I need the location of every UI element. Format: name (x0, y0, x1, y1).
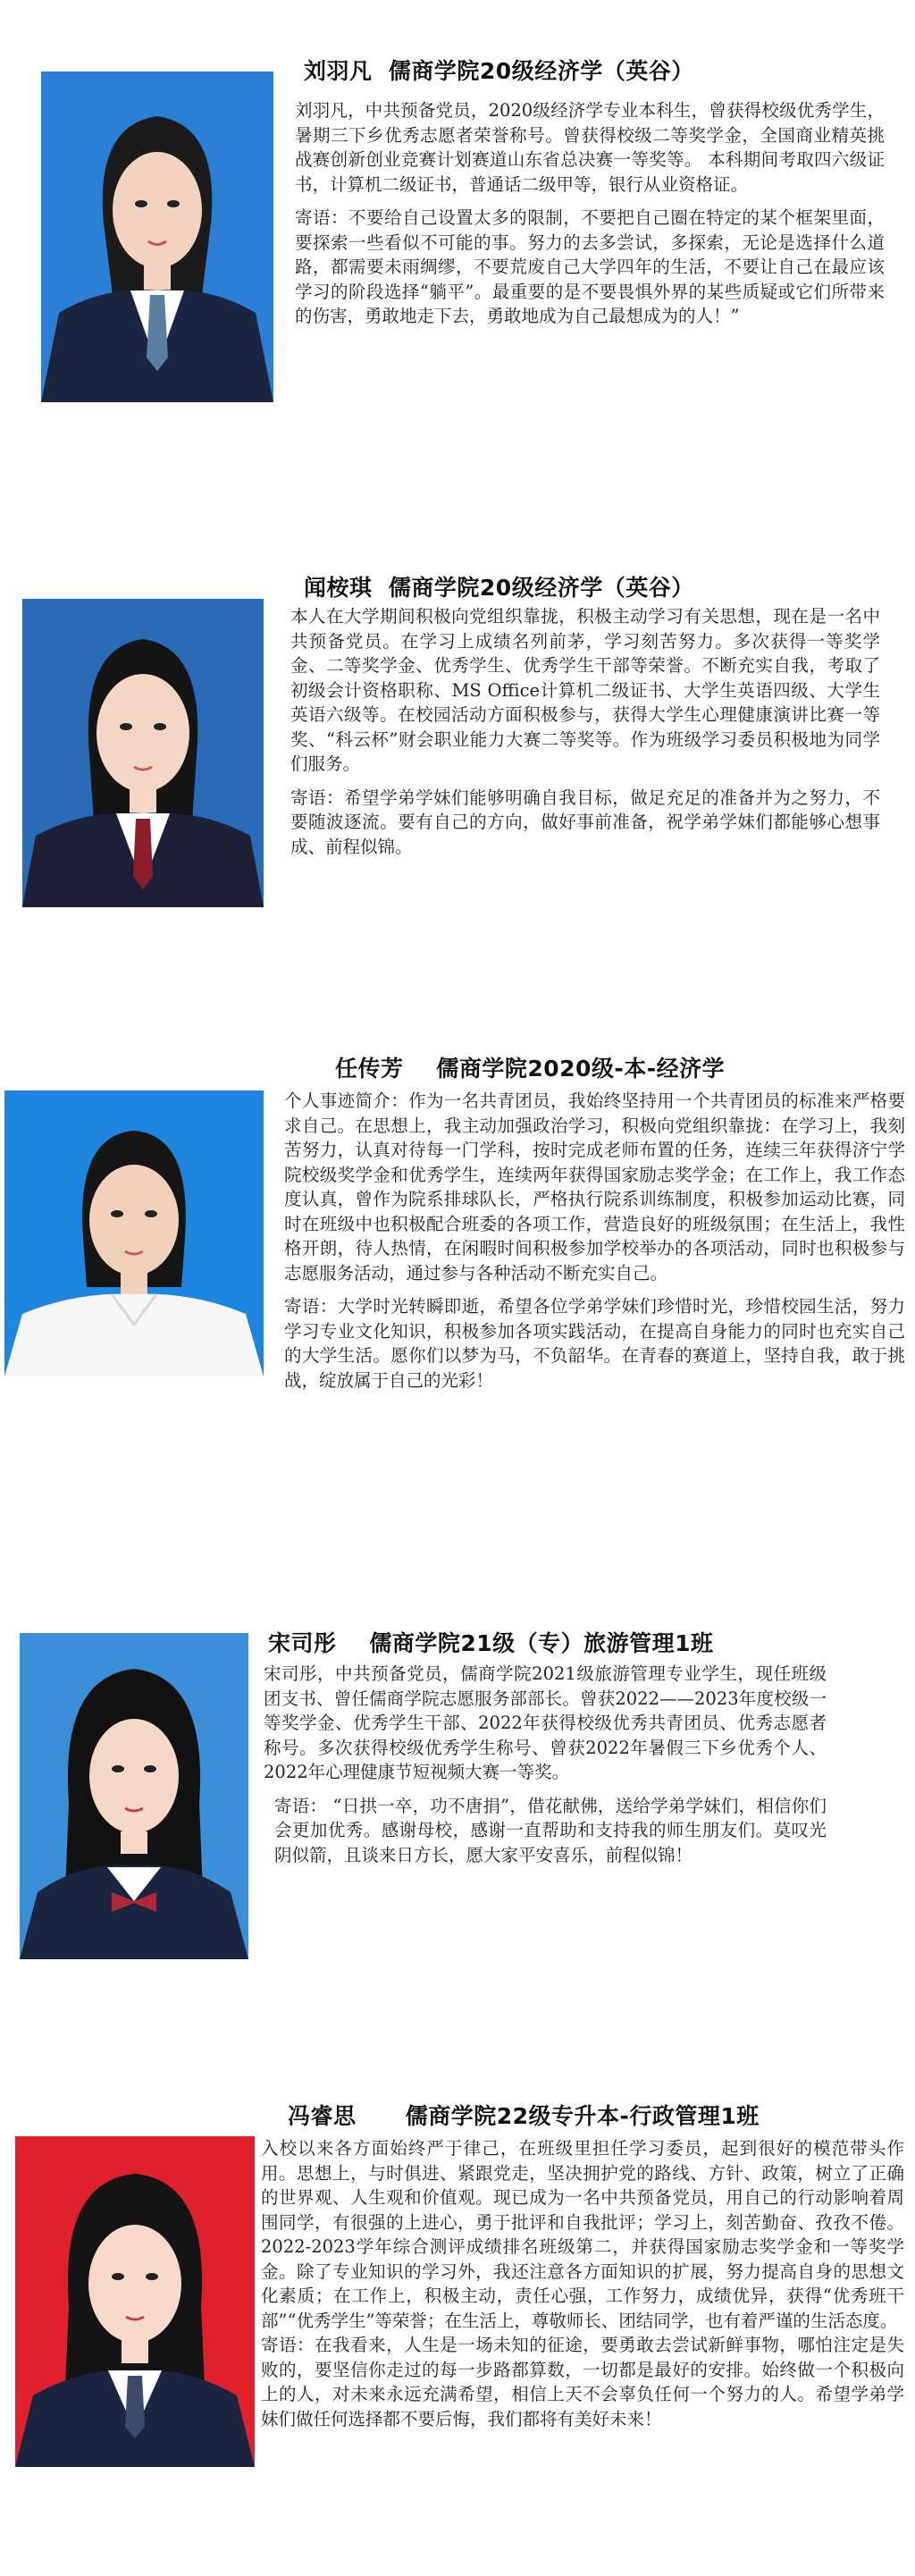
profile-photo (4, 1090, 264, 1376)
profile-bio: 个人事迹简介：作为一名共青团员，我始终坚持用一个共青团员的标准来严格要求自己。在思想上，我主动加强政治学习，积极向党组织靠拢：在学习上，我刻苦努力，认真对待每一门学科，按时完成老师布置的任务，连续三年获得济宁学院校级奖学金和优秀学生，连续两年获得国家励志奖学金；在工作上，我工作态度认真，曾作为院系排球队长，严格执行院系训练制度，积极参加运动比赛，同时在班级中也积极配合班委的各项工作，营造良好的班级氛围；在生活上，我性格开朗，待人热情，在闲暇时间积极参加学校举办的各项活动，同时也积极参与志愿服务活动，通过参与各种活动不断充实自己。 (284, 1090, 905, 1284)
profile-photo (41, 72, 273, 402)
profile-card-5 (0, 2083, 915, 2574)
profile-card-4 (0, 1622, 915, 2007)
profile-card-2 (0, 554, 915, 974)
profile-card-1 (0, 0, 915, 420)
profile-description (295, 98, 885, 329)
profile-description (284, 1089, 905, 1393)
profile-heading: 刘羽凡 儒商学院20级经济学（英谷） (304, 58, 694, 84)
profile-motto: 寄语：不要给自己设置太多的限制，不要把自己圈在特定的某个框架里面，要探索一些看似不可能的事。努力的去多尝试，多探索，无论是选择什么道路，都需要未雨绸缪，不要荒废自己大学四年的生活，不要让自己在最应该学习的阶段选择“躺平”。最重要的是不要畏惧外界的某些质疑或它们所带来的伤害，勇敢地走下去，勇敢地成为自己最想成为的人！” (295, 207, 885, 326)
profile-photo (15, 2136, 255, 2467)
profile-heading: 闻桉琪 儒商学院20级经济学（英谷） (304, 575, 694, 601)
profile-photo (20, 1633, 248, 1959)
profile-description (264, 1662, 827, 1867)
profile-photo (22, 599, 264, 907)
profile-description (261, 2136, 904, 2431)
profile-bio: 宋司彤，中共预备党员，儒商学院2021级旅游管理专业学生，现任班级团支书、曾任儒商学院志愿服务部部长。曾获2022——2023年度校级一等奖学金、优秀学生干部、2022年获得校级优秀共青团员、优秀志愿者称号。多次获得校级优秀学生称号、曾获2022年暑假三下乡优秀个人、2022年心理健康节短视频大赛一等奖。 (264, 1663, 827, 1782)
profile-heading: 冯睿思 儒商学院22级专升本-行政管理1班 (288, 2103, 760, 2129)
profile-motto: 寄语：希望学弟学妹们能够明确自我目标，做足充足的准备并为之努力，不要随波逐流。要有自己的方向，做好事前准备，祝学弟学妹们都能够心想事成、前程似锦。 (290, 787, 880, 857)
profile-motto: 寄语：在我看来，人生是一场未知的征途，要勇敢去尝试新鲜事物，哪怕注定是失败的，要坚信你走过的每一步路都算数，一切都是最好的安排。始终做一个积极向上的人，对未来永远充满希望，相信上天不会辜负任何一个努力的人。希望学弟学妹们做任何选择都不要后悔，我们都将有美好未来！ (261, 2335, 904, 2429)
profile-bio: 刘羽凡，中共预备党员，2020级经济学专业本科生，曾获得校级优秀学生，暑期三下乡优秀志愿者荣誉称号。曾获得校级二等奖学金，全国商业精英挑战赛创新创业竞赛计划赛道山东省总决赛一等奖等。 本科期间考取四六级证书，计算机二级证书，普通话二级甲等，银行从业资格证。 (295, 100, 885, 195)
profile-heading: 宋司彤 儒商学院21级（专）旅游管理1班 (268, 1630, 714, 1656)
profile-bio: 本人在大学期间积极向党组织靠拢，积极主动学习有关思想，现在是一名中共预备党员。在学习上成绩名列前茅，学习刻苦努力。多次获得一等奖学金、二等奖学金、优秀学生、优秀学生干部等荣誉。不断充实自我，考取了初级会计资格职称、MS Office计算机二级证书、大学生英语四级、大学生英语六级等。在校园活动方面积极参与，获得大学生心理健康演讲比赛一等奖、“科云杯”财会职业能力大赛二等奖等。作为班级学习委员积极地为同学们服务。 (290, 606, 880, 774)
profile-motto: 寄语：大学时光转瞬即逝，希望各位学弟学妹们珍惜时光，珍惜校园生活，努力学习专业文化知识，积极参加各项实践活动，在提高自身能力的同时也充实自己的大学生活。愿你们以梦为马，不负韶华。在青春的赛道上，坚持自我，敢于挑战，绽放属于自己的光彩！ (284, 1296, 905, 1391)
profile-heading: 任传芳 儒商学院2020级-本-经济学 (335, 1056, 726, 1082)
profile-bio: 入校以来各方面始终严于律己，在班级里担任学习委员，起到很好的模范带头作用。思想上，与时俱进、紧跟党走，坚决拥护党的路线、方针、政策，树立了正确的世界观、人生观和价值观。现已成为一名中共预备党员，用自己的行动影响着周围同学，有很强的上进心，勇于批评和自我批评；学习上，刻苦勤奋、孜孜不倦。2022-2023学年综合测评成绩排名班级第二，并获得国家励志奖学金和一等奖学金。除了专业知识的学习外，我还注意各方面知识的扩展，努力提高自身的思想文化素质；在工作上，积极主动，责任心强，工作努力，成绩优异，获得“优秀班干部”“优秀学生”等荣誉；在生活上，尊敬师长、团结同学，也有着严谨的生活态度。 (261, 2138, 904, 2331)
profile-card-3 (0, 1037, 915, 1546)
profile-motto: 寄语： “日拱一卒，功不唐捐”，借花献佛，送给学弟学妹们，相信你们会更加优秀。感谢母校，感谢一直帮助和支持我的师生朋友们。莫叹光阴似箭，且谈来日方长，愿大家平安喜乐，前程似锦！ (274, 1795, 827, 1865)
profile-description (290, 604, 880, 859)
